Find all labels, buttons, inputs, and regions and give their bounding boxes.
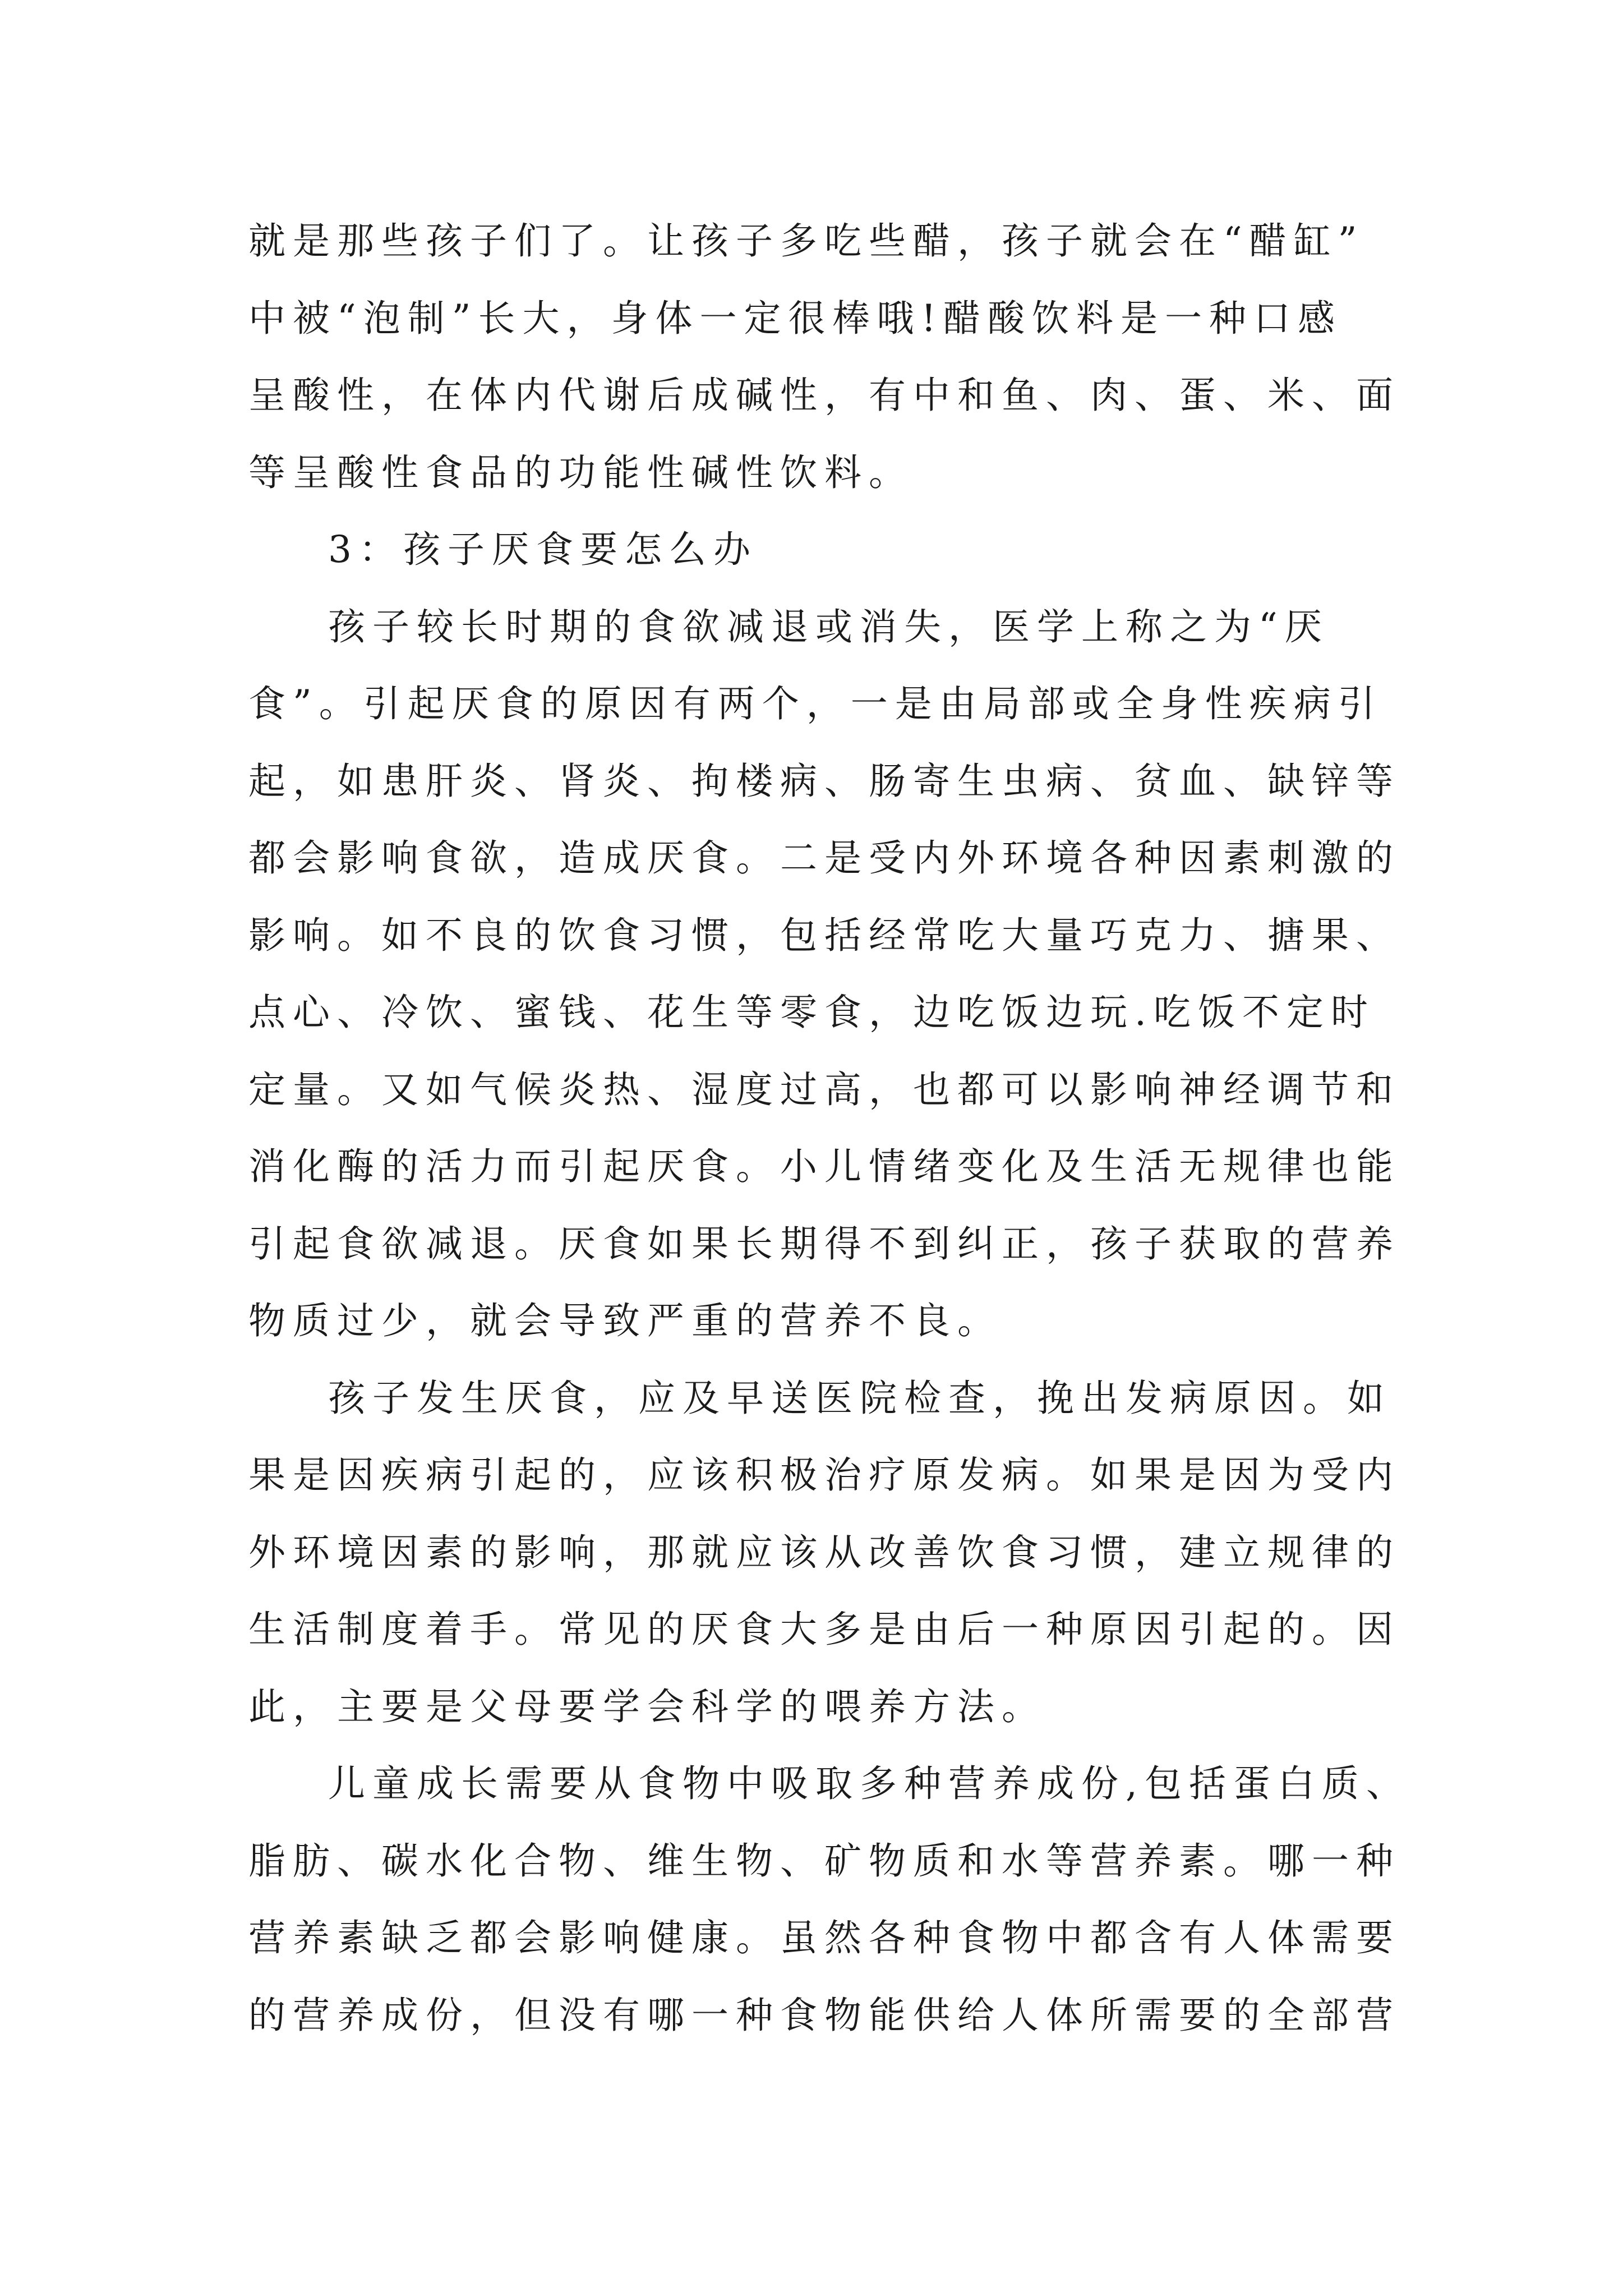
- text-line: 起，如患肝炎、肾炎、拘楼病、肠寄生虫病、贫血、缺锌等: [248, 759, 1400, 803]
- text-line: 孩子较长时期的食欲减退或消失，医学上称之为“厌: [328, 605, 1329, 648]
- body-text: [248, 203, 1410, 2054]
- text-line: 生活制度着手。常见的厌食大多是由后一种原因引起的。因: [248, 1608, 1400, 1651]
- text-line: 孩子发生厌食，应及早送医院检查，挽出发病原因。如: [328, 1376, 1391, 1420]
- text-line: 脂肪、碳水化合物、维生物、矿物质和水等营养素。哪一种: [248, 1839, 1400, 1883]
- text-line: 都会影响食欲，造成厌食。二是受内外环境各种因素刺激的: [248, 836, 1400, 880]
- text-line: 中被“泡制”长大，身体一定很棒哦!醋酸饮料是一种口感: [248, 296, 1343, 340]
- text-line: 定量。又如气候炎热、湿度过高，也都可以影响神经调节和: [248, 1068, 1400, 1111]
- text-line: 儿童成长需要从食物中吸取多种营养成份,包括蛋白质、: [328, 1762, 1410, 1805]
- text-line: 此，主要是父母要学会科学的喂养方法。: [248, 1685, 1046, 1728]
- text-line: 影响。如不良的饮食习惯，包括经常吃大量巧克力、搪果、: [248, 913, 1400, 957]
- text-line: 果是因疾病引起的，应该积极治疗原发病。如果是因为受内: [248, 1453, 1400, 1497]
- text-line: 呈酸性，在体内代谢后成碱性，有中和鱼、肉、蛋、米、面: [248, 374, 1400, 417]
- text-line: 消化酶的活力而引起厌食。小儿情绪变化及生活无规律也能: [248, 1145, 1400, 1188]
- text-line: 外环境因素的影响，那就应该从改善饮食习惯，建立规律的: [248, 1530, 1400, 1574]
- text-line: 引起食欲减退。厌食如果长期得不到纠正，孩子获取的营养: [248, 1222, 1400, 1266]
- text-line: 物质过少，就会导致严重的营养不良。: [248, 1299, 1002, 1342]
- text-line: 就是那些孩子们了。让孩子多吃些醋，孩子就会在“醋缸”: [248, 219, 1364, 263]
- text-line: 的营养成份，但没有哪一种食物能供给人体所需要的全部营: [248, 1993, 1400, 2037]
- text-line: 等呈酸性食品的功能性碱性饮料。: [248, 450, 913, 494]
- section-heading: 3：孩子厌食要怎么办: [328, 528, 758, 571]
- text-line: 点心、冷饮、蜜钱、花生等零食，边吃饭边玩.吃饭不定时: [248, 991, 1375, 1034]
- text-line: 食”。引起厌食的原因有两个，一是由局部或全身性疾病引: [248, 682, 1382, 725]
- text-line: 营养素缺乏都会影响健康。虽然各种食物中都含有人体需要: [248, 1916, 1400, 1959]
